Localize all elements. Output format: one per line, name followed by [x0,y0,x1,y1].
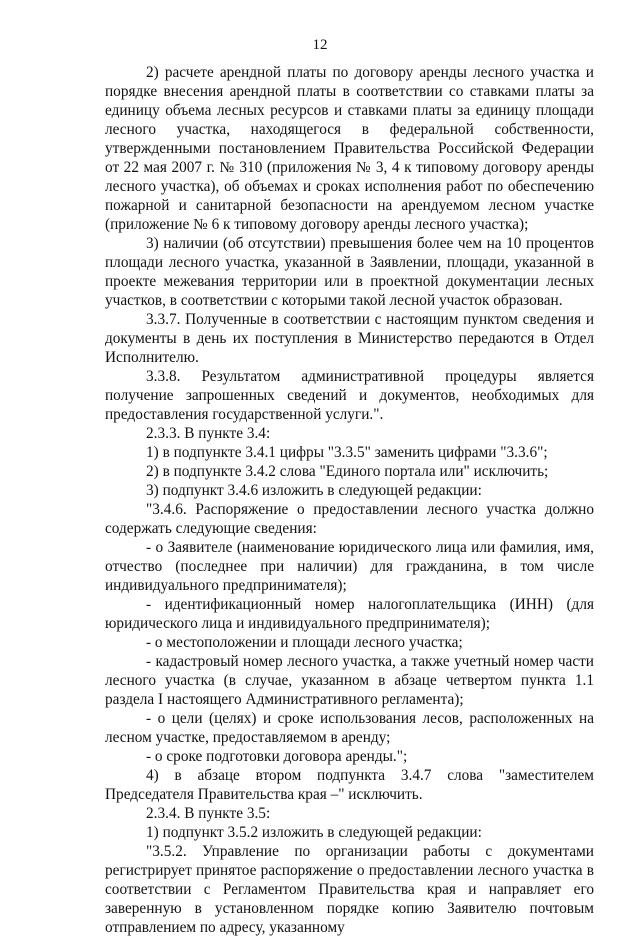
paragraph: - идентификационный номер налогоплательщика (ИНН) (для юридического лица и индивидуального предпринимателя); [105,596,594,632]
paragraph: 1) в подпункте 3.4.1 цифры "3.3.5" заменить цифрами "3.3.6"; [146,444,548,461]
document-body [105,63,594,937]
paragraph: - о Заявителе (наименование юридического лица или фамилия, имя, отчество (последнее при наличии) для гражданина, в том числе индивидуального предпринимателя); [105,539,594,594]
paragraph: 1) подпункт 3.5.2 изложить в следующей редакции: [146,824,482,841]
paragraph: - кадастровый номер лесного участка, а также учетный номер части лесного участка (в случае, указанном в абзаце четвертом пункта 1.1 раздела I настоящего Административного регламента); [105,653,594,708]
paragraph: 3) наличии (об отсутствии) превышения более чем на 10 процентов площади лесного участка, указанной в Заявлении, площади, указанной в проекте межевания территории или в проектной документации лесных участков, в соответствии с которыми такой лесной участок образован. [105,235,594,309]
paragraph: 3.3.8. Результатом административной процедуры является получение запрошенных сведений и документов, необходимых для предоставления государственной услуги.". [105,368,594,423]
paragraph: - о местоположении и площади лесного участка; [146,634,463,651]
paragraph: "3.4.6. Распоряжение о предоставлении лесного участка должно содержать следующие сведения: [105,501,594,537]
paragraph: 2.3.4. В пункте 3.5: [146,805,271,822]
paragraph: 2) в подпункте 3.4.2 слова "Единого портала или" исключить; [146,463,549,480]
page-number: 12 [312,37,328,53]
paragraph: 3.3.7. Полученные в соответствии с настоящим пунктом сведения и документы в день их поступления в Министерство передаются в Отдел Исполнителю. [105,311,594,366]
paragraph: 2.3.3. В пункте 3.4: [146,425,271,442]
paragraph: 3) подпункт 3.4.6 изложить в следующей редакции: [146,482,482,499]
paragraph: "3.5.2. Управление по организации работы с документами регистрирует принятое распоряжение о предоставлении лесного участка в соответствии с Регламентом Правительства края и направляет его заверенную в установленном порядке копию Заявителю почтовым отправлением по адресу, указанному [105,843,594,936]
paragraph: - о сроке подготовки договора аренды."; [146,748,408,765]
paragraph: 4) в абзаце втором подпункта 3.4.7 слова "заместителем Председателя Правительства края –" исключить. [105,767,594,803]
paragraph: - о цели (целях) и сроке использования лесов, расположенных на лесном участке, предоставляемом в аренду; [105,710,594,746]
paragraph: 2) расчете арендной платы по договору аренды лесного участка и порядке внесения арендной платы в соответствии со ставками платы за единицу объема лесных ресурсов и ставками платы за единицу площади лесного участка, находящегося в федеральной собственности, утвержденными постановлением Правительства Российской Федерации от 22 мая 2007 г. № 310 (приложения № 3, 4 к типовому договору аренды лесного участка), об объемах и сроках исполнения работ по обеспечению пожарной и санитарной безопасности на арендуемом лесном участке (приложение № 6 к типовому договору аренды лесного участка); [105,64,594,233]
